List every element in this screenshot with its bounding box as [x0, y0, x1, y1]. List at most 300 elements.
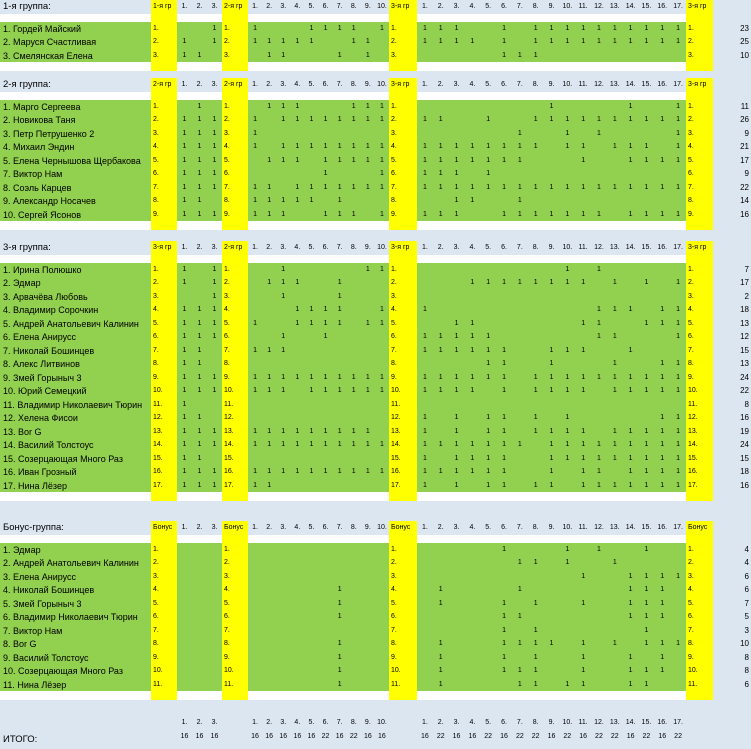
score-mark: 1: [581, 319, 586, 327]
total-column-number: 10.: [562, 719, 573, 726]
column-number: 2.: [266, 244, 273, 251]
score-mark: 1: [676, 481, 681, 489]
row-index: 5.: [151, 154, 177, 168]
score-mark: 1: [337, 292, 342, 300]
column-number: 9.: [364, 3, 371, 10]
score-mark: 1: [309, 143, 314, 150]
score-mark: 1: [365, 373, 370, 381]
spacer-cell: [151, 221, 177, 230]
member-name: 7. Виктор Нам: [0, 624, 151, 638]
column-number: 5.: [308, 524, 315, 531]
total-column-number: 7.: [516, 719, 523, 726]
score-mark: 1: [502, 143, 506, 150]
score-mark: 1: [182, 265, 187, 273]
score-mark: 1: [597, 454, 601, 462]
score-mark: 1: [253, 116, 257, 123]
member-name: 11. Владимир Николаевич Тюрин: [0, 398, 151, 412]
member-name: 3. Петр Петрушенко 2: [0, 127, 151, 141]
total-value: 16: [279, 733, 288, 740]
score-mark: 1: [267, 197, 272, 204]
row-index: 1.: [222, 263, 248, 277]
score-mark: 1: [281, 333, 286, 340]
member-name: 1. Эдмар: [0, 543, 151, 557]
score-mark: 1: [486, 427, 491, 435]
score-mark: 1: [182, 210, 187, 218]
score-mark: 1: [212, 279, 217, 286]
score-mark: 1: [660, 306, 665, 313]
score-mark: 1: [612, 38, 617, 45]
score-mark: 1: [337, 653, 342, 661]
score-mark: 1: [502, 441, 506, 448]
score-mark: 1: [309, 441, 314, 448]
score-mark: 1: [533, 116, 538, 123]
score-mark: 1: [267, 427, 272, 435]
score-mark: 1: [581, 680, 586, 688]
total-column-number: 17.: [673, 719, 683, 726]
score-mark: 1: [517, 51, 522, 59]
score-mark: 1: [295, 319, 300, 327]
member-name: 10. Юрий Семецкий: [0, 384, 151, 398]
member-total: 19: [740, 426, 749, 436]
score-mark: 1: [565, 545, 570, 553]
score-mark: 1: [612, 116, 617, 123]
score-mark: 1: [438, 599, 443, 607]
member-total: 24: [740, 372, 749, 382]
score-mark: 1: [533, 427, 538, 435]
column-number: 2.: [266, 3, 273, 10]
score-mark: 1: [197, 319, 202, 327]
row-index: 2.: [389, 113, 417, 127]
score-mark: 1: [676, 24, 681, 32]
column-number: 9.: [548, 81, 555, 88]
row-index: 4.: [389, 140, 417, 154]
score-mark: 1: [628, 454, 633, 462]
column-number: 1.: [252, 524, 258, 531]
score-mark: 1: [628, 116, 633, 123]
row-index: 14.: [686, 438, 713, 452]
total-column-number: 8.: [532, 719, 539, 726]
column-number: 10.: [377, 3, 387, 10]
row-index: 5.: [222, 597, 248, 611]
member-total: 15: [740, 345, 749, 355]
member-total: 10: [740, 50, 749, 60]
score-mark: 1: [660, 468, 665, 475]
row-index: 6.: [389, 167, 417, 181]
spacer-cell: [0, 62, 151, 71]
score-band: [248, 290, 389, 304]
spacer-cell: [686, 691, 713, 700]
score-mark: 1: [549, 454, 554, 462]
score-mark: 1: [581, 210, 586, 218]
spacer-cell: [686, 92, 713, 100]
column-number: 6.: [322, 524, 329, 531]
score-mark: 1: [644, 586, 649, 593]
score-mark: 1: [597, 24, 601, 32]
score-mark: 1: [644, 626, 649, 634]
row-index: 10.: [222, 384, 248, 398]
score-mark: 1: [253, 373, 257, 381]
spacer-cell: [0, 14, 151, 22]
score-mark: 1: [253, 319, 257, 327]
score-mark: 1: [253, 183, 257, 191]
score-mark: 1: [212, 183, 217, 191]
column-number: 3.: [453, 244, 460, 251]
score-mark: 1: [597, 129, 601, 137]
score-mark: 1: [517, 210, 522, 218]
score-mark: 1: [281, 51, 286, 59]
member-total: 4: [744, 544, 749, 554]
score-mark: 1: [676, 360, 681, 367]
score-mark: 1: [502, 373, 506, 381]
score-band: [417, 556, 686, 570]
score-mark: 1: [422, 387, 427, 394]
row-index: 16.: [222, 465, 248, 479]
spacer-cell: [417, 14, 686, 22]
score-band: [248, 357, 389, 371]
score-mark: 1: [660, 414, 665, 421]
total-value: 16: [210, 733, 219, 740]
row-index: 9.: [686, 208, 713, 222]
total-column-number: 10.: [377, 719, 387, 726]
row-index: 5.: [389, 597, 417, 611]
score-mark: 1: [454, 454, 459, 462]
member-total: 25: [740, 37, 749, 46]
score-mark: 1: [351, 373, 356, 381]
score-mark: 1: [267, 210, 272, 218]
column-number: 7.: [336, 244, 343, 251]
score-mark: 1: [182, 183, 187, 191]
member-total: 17: [740, 155, 749, 165]
score-mark: 1: [549, 346, 554, 354]
score-mark: 1: [281, 156, 286, 164]
score-mark: 1: [295, 156, 300, 164]
total-value: 22: [563, 733, 572, 740]
score-mark: 1: [517, 680, 522, 688]
score-mark: 1: [197, 454, 202, 462]
score-mark: 1: [676, 116, 681, 123]
score-mark: 1: [597, 545, 601, 553]
score-mark: 1: [197, 333, 202, 340]
score-mark: 1: [253, 24, 257, 32]
total-value: 16: [421, 733, 429, 740]
row-index: 1.: [222, 100, 248, 114]
score-mark: 1: [323, 210, 328, 218]
score-band: [248, 651, 389, 665]
score-mark: 1: [212, 129, 217, 137]
score-mark: 1: [182, 468, 187, 475]
score-mark: 1: [281, 265, 286, 273]
score-mark: 1: [470, 387, 475, 394]
row-index: 1.: [686, 263, 713, 277]
row-index: 11.: [151, 398, 177, 412]
score-mark: 1: [676, 306, 681, 313]
score-mark: 1: [581, 346, 586, 354]
row-index: 3.: [151, 49, 177, 63]
total-column-number: 8.: [350, 719, 357, 726]
spacer-cell: [151, 255, 177, 263]
score-mark: 1: [438, 156, 443, 164]
member-total: 10: [740, 639, 749, 648]
score-mark: 1: [182, 143, 187, 150]
score-mark: 1: [660, 387, 665, 394]
score-mark: 1: [267, 468, 272, 475]
spacer-cell: [248, 62, 389, 71]
column-number: 3.: [211, 524, 218, 531]
score-mark: 1: [253, 129, 257, 137]
score-mark: 1: [454, 414, 459, 421]
score-mark: 1: [644, 279, 649, 286]
score-mark: 1: [351, 143, 356, 150]
score-mark: 1: [281, 373, 286, 381]
score-mark: 1: [422, 346, 427, 354]
score-mark: 1: [365, 38, 370, 45]
score-mark: 1: [676, 319, 681, 327]
spacer-cell: [248, 14, 389, 22]
member-total: 8: [744, 666, 749, 675]
score-band: [417, 49, 686, 63]
score-mark: 1: [502, 51, 506, 59]
spacer-cell: [177, 62, 222, 71]
member-total: 8: [744, 652, 749, 662]
score-band: [248, 570, 389, 584]
score-mark: 1: [197, 468, 202, 475]
score-mark: 1: [565, 38, 570, 45]
member-name: 7. Николай Бошинцев: [0, 344, 151, 358]
column-number: 1.: [181, 244, 188, 251]
score-mark: 1: [486, 143, 491, 150]
score-mark: 1: [549, 640, 554, 647]
total-column-number: 11.: [578, 719, 588, 726]
row-index: 5.: [151, 597, 177, 611]
spacer-cell: [389, 691, 417, 700]
row-index: 3.: [222, 127, 248, 141]
score-mark: 1: [212, 143, 217, 150]
total-column-number: 6.: [501, 719, 507, 726]
column-number: 10.: [562, 244, 573, 251]
total-value: 16: [335, 733, 344, 740]
score-mark: 1: [379, 441, 384, 448]
score-mark: 1: [597, 38, 601, 45]
score-mark: 1: [281, 197, 286, 204]
total-value: 22: [436, 733, 445, 740]
row-index: 6.: [686, 610, 713, 624]
row-index: 7.: [686, 181, 713, 195]
column-number: 16.: [657, 524, 668, 531]
score-mark: 1: [197, 346, 202, 354]
score-mark: 1: [644, 183, 649, 191]
member-total: 12: [740, 332, 749, 341]
score-mark: 1: [502, 640, 506, 647]
score-mark: 1: [597, 116, 601, 123]
score-mark: 1: [323, 183, 328, 191]
total-value: 16: [547, 733, 556, 740]
row-index: 2.: [686, 276, 713, 290]
row-index: 14.: [222, 438, 248, 452]
group-header-label: 1-я гр: [151, 0, 177, 14]
spacer-cell: [222, 255, 248, 263]
group-header-label: 3-я гр: [389, 241, 417, 255]
row-index: 9.: [151, 651, 177, 665]
score-mark: 1: [565, 346, 570, 354]
row-index: 1.: [686, 543, 713, 557]
column-number: 13.: [609, 524, 620, 531]
score-mark: 1: [182, 279, 187, 286]
score-mark: 1: [454, 346, 459, 354]
score-mark: 1: [676, 454, 681, 462]
column-number: 9.: [364, 81, 371, 88]
column-number: 14.: [625, 524, 636, 531]
column-number: 7.: [516, 81, 523, 88]
column-number: 8.: [532, 3, 539, 10]
score-mark: 1: [365, 143, 370, 150]
column-number: 10.: [377, 524, 387, 531]
score-mark: 1: [295, 143, 300, 150]
score-mark: 1: [267, 346, 272, 354]
score-mark: 1: [422, 143, 427, 150]
row-index: 13.: [389, 425, 417, 439]
score-mark: 1: [660, 373, 665, 381]
score-mark: 1: [676, 143, 681, 150]
total-value: 16: [195, 733, 204, 740]
row-index: 1.: [686, 22, 713, 36]
column-number: 8.: [350, 3, 357, 10]
score-mark: 1: [454, 170, 459, 177]
score-mark: 1: [533, 279, 538, 286]
score-mark: 1: [309, 38, 314, 45]
score-mark: 1: [628, 680, 633, 688]
score-mark: 1: [212, 468, 217, 475]
row-index: 11.: [151, 678, 177, 692]
score-mark: 1: [549, 183, 554, 191]
score-mark: 1: [486, 360, 491, 367]
score-mark: 1: [438, 387, 443, 394]
score-mark: 1: [486, 183, 491, 191]
score-mark: 1: [502, 653, 506, 661]
score-mark: 1: [212, 210, 217, 218]
row-index: 10.: [151, 384, 177, 398]
spacer-cell: [686, 535, 713, 543]
score-mark: 1: [660, 24, 665, 32]
row-index: 2.: [222, 556, 248, 570]
column-number: 11.: [578, 81, 588, 88]
total-column-number: 3.: [280, 719, 287, 726]
column-number: 3.: [453, 524, 460, 531]
row-index: 6.: [222, 330, 248, 344]
row-index: 7.: [151, 181, 177, 195]
score-mark: 1: [309, 116, 314, 123]
score-mark: 1: [597, 265, 601, 273]
score-mark: 1: [676, 468, 681, 475]
score-band: [177, 624, 222, 638]
member-total: 16: [740, 413, 749, 422]
score-mark: 1: [197, 102, 202, 110]
score-mark: 1: [323, 319, 328, 327]
total-value: 16: [265, 733, 274, 740]
score-mark: 1: [628, 599, 633, 607]
row-index: 8.: [222, 194, 248, 208]
score-mark: 1: [644, 640, 649, 647]
score-mark: 1: [533, 143, 538, 150]
row-index: 3.: [686, 570, 713, 584]
row-index: 15.: [151, 452, 177, 466]
column-number: 11.: [578, 3, 588, 10]
score-mark: 1: [660, 183, 665, 191]
score-mark: 1: [212, 24, 217, 32]
column-number: 15.: [641, 81, 652, 88]
score-mark: 1: [676, 427, 681, 435]
total-column-number: 1.: [252, 719, 258, 726]
score-mark: 1: [309, 373, 314, 381]
score-mark: 1: [337, 613, 342, 620]
group-header-label: 3-я гр: [686, 78, 713, 92]
score-mark: 1: [486, 279, 491, 286]
column-number: 7.: [336, 3, 343, 10]
row-index: 2.: [389, 276, 417, 290]
score-mark: 1: [253, 481, 257, 489]
row-index: 13.: [151, 425, 177, 439]
score-mark: 1: [267, 441, 272, 448]
row-index: 3.: [389, 49, 417, 63]
spacer-cell: [177, 691, 222, 700]
column-number: 1.: [252, 81, 258, 88]
row-index: 11.: [686, 398, 713, 412]
score-mark: 1: [281, 427, 286, 435]
score-mark: 1: [337, 599, 342, 607]
score-band: [417, 303, 686, 317]
score-mark: 1: [676, 640, 681, 647]
score-mark: 1: [337, 373, 342, 381]
spacer-cell: [177, 492, 222, 501]
spacer-cell: [389, 92, 417, 100]
score-mark: 1: [676, 373, 681, 381]
total-value: 22: [531, 733, 540, 740]
score-mark: 1: [628, 346, 633, 354]
column-number: 12.: [594, 244, 604, 251]
score-mark: 1: [660, 572, 665, 580]
spacer-cell: [151, 535, 177, 543]
member-name: 8. Bor G: [0, 637, 151, 651]
score-mark: 1: [486, 333, 491, 340]
score-mark: 1: [323, 306, 328, 313]
column-number: 3.: [280, 524, 287, 531]
score-mark: 1: [676, 38, 681, 45]
column-number: 4.: [469, 524, 476, 531]
score-mark: 1: [197, 360, 202, 367]
row-index: 3.: [151, 570, 177, 584]
row-index: 10.: [151, 664, 177, 678]
score-mark: 1: [517, 129, 522, 137]
score-mark: 1: [644, 468, 649, 475]
score-mark: 1: [351, 102, 356, 110]
score-mark: 1: [676, 210, 681, 218]
member-total: 24: [740, 440, 749, 449]
score-mark: 1: [337, 156, 342, 164]
score-mark: 1: [351, 427, 356, 435]
member-name: 1. Гордей Майский: [0, 22, 151, 36]
score-mark: 1: [549, 102, 554, 110]
score-mark: 1: [549, 481, 554, 489]
score-mark: 1: [422, 441, 427, 448]
score-mark: 1: [597, 333, 601, 340]
score-mark: 1: [182, 427, 187, 435]
spacer-cell: [151, 14, 177, 22]
score-mark: 1: [212, 481, 217, 489]
score-mark: 1: [454, 183, 459, 191]
score-mark: 1: [212, 38, 217, 45]
score-mark: 1: [182, 373, 187, 381]
score-mark: 1: [197, 197, 202, 204]
column-number: 6.: [501, 244, 507, 251]
